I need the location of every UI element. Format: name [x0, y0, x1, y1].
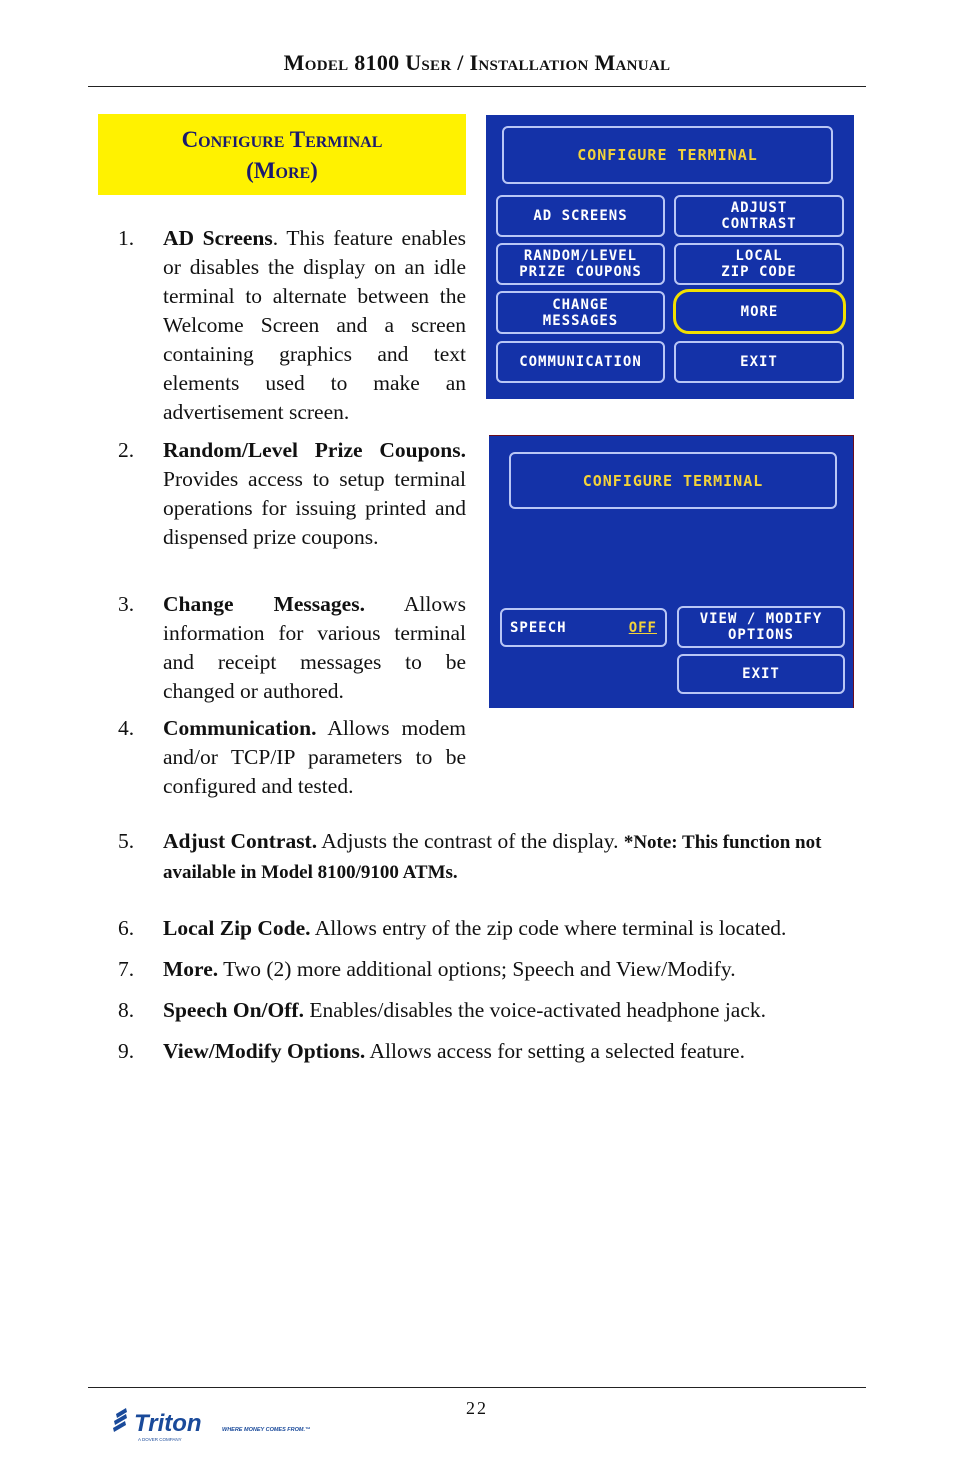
item-text: Allows modem and/or TCP/IP parameters to be configured and tested. [163, 716, 466, 798]
item-text: Allows access for setting a selected feature. [365, 1039, 745, 1063]
exit-button[interactable]: EXIT [677, 654, 845, 694]
atm-screen-configure-terminal [486, 115, 854, 399]
section-title: Configure Terminal [181, 126, 383, 152]
random-level-prize-coupons-button[interactable]: RANDOM/LEVEL PRIZE COUPONS [496, 243, 665, 285]
speech-label: SPEECH [510, 619, 567, 636]
local-zip-code-button[interactable]: LOCAL ZIP CODE [674, 243, 844, 285]
item-term: Communication. [163, 716, 317, 740]
screen-title: CONFIGURE TERMINAL [509, 452, 837, 509]
item-text: Provides access to setup terminal operations for issuing printed and dispensed prize coupons. [163, 467, 466, 549]
item-number: 1. [118, 226, 135, 250]
adjust-contrast-button[interactable]: ADJUST CONTRAST [674, 195, 844, 237]
speech-toggle-button[interactable] [500, 608, 667, 647]
triton-logo-mark-icon [113, 1408, 127, 1432]
item-text: Adjusts the contrast of the display. [317, 829, 624, 853]
item-term: More. [163, 957, 219, 981]
item-note: *Note: This function not available in Model 8100/9100 ATMs. [163, 832, 822, 883]
item-text: Allows entry of the zip code where terminal is located. [310, 916, 787, 940]
item-text: Two (2) more additional options; Speech and View/Modify. [218, 957, 736, 981]
item-number: 7. [118, 957, 135, 981]
item-number: 6. [118, 916, 135, 940]
more-button[interactable]: MORE [673, 289, 846, 334]
item-number: 9. [118, 1039, 135, 1063]
logo-subline: A DOVER COMPANY [138, 1437, 182, 1442]
logo-wordmark: Triton [134, 1410, 202, 1437]
item-number: 2. [118, 438, 135, 462]
page-header: Model 8100 User / Installation Manual [283, 50, 671, 75]
item-number: 5. [118, 829, 135, 853]
item-number: 8. [118, 998, 135, 1022]
section-title-box [98, 114, 466, 195]
item-term: Adjust Contrast. [163, 829, 318, 853]
item-term: Random/Level Prize Coupons. [163, 438, 466, 462]
communication-button[interactable]: COMMUNICATION [496, 341, 665, 383]
screen-title: CONFIGURE TERMINAL [502, 126, 833, 184]
item-term: Speech On/Off. [163, 998, 304, 1022]
footer-rule [88, 1387, 866, 1388]
item-term: Local Zip Code. [163, 916, 311, 940]
triton-logo [112, 1404, 327, 1446]
section-subtitle: (More) [246, 157, 318, 183]
logo-tagline: WHERE MONEY COMES FROM.™ [222, 1427, 311, 1433]
item-number: 3. [118, 592, 135, 616]
atm-screen-configure-terminal-more [489, 435, 854, 708]
item-text: Allows information for various terminal and receipt messages to be changed or authored. [163, 592, 466, 703]
page-number: 22 [466, 1398, 488, 1418]
item-number: 4. [118, 716, 135, 740]
speech-state: OFF [628, 619, 657, 636]
change-messages-button[interactable]: CHANGE MESSAGES [496, 291, 665, 334]
item-term: Change Messages. [163, 592, 365, 616]
view-modify-options-button[interactable]: VIEW / MODIFY OPTIONS [677, 606, 845, 648]
item-term: AD Screens [163, 226, 273, 250]
item-text: Enables/disables the voice-activated headphone jack. [303, 998, 767, 1022]
item-text: . This feature enables or disables the display on an idle terminal to alternate between the Welcome Screen and a screen containing graphics and text elements used to make an advertisement screen. [163, 226, 466, 424]
item-term: View/Modify Options. [163, 1039, 366, 1063]
exit-button[interactable]: EXIT [674, 341, 844, 383]
ad-screens-button[interactable]: AD SCREENS [496, 195, 665, 237]
header-rule [88, 86, 866, 87]
